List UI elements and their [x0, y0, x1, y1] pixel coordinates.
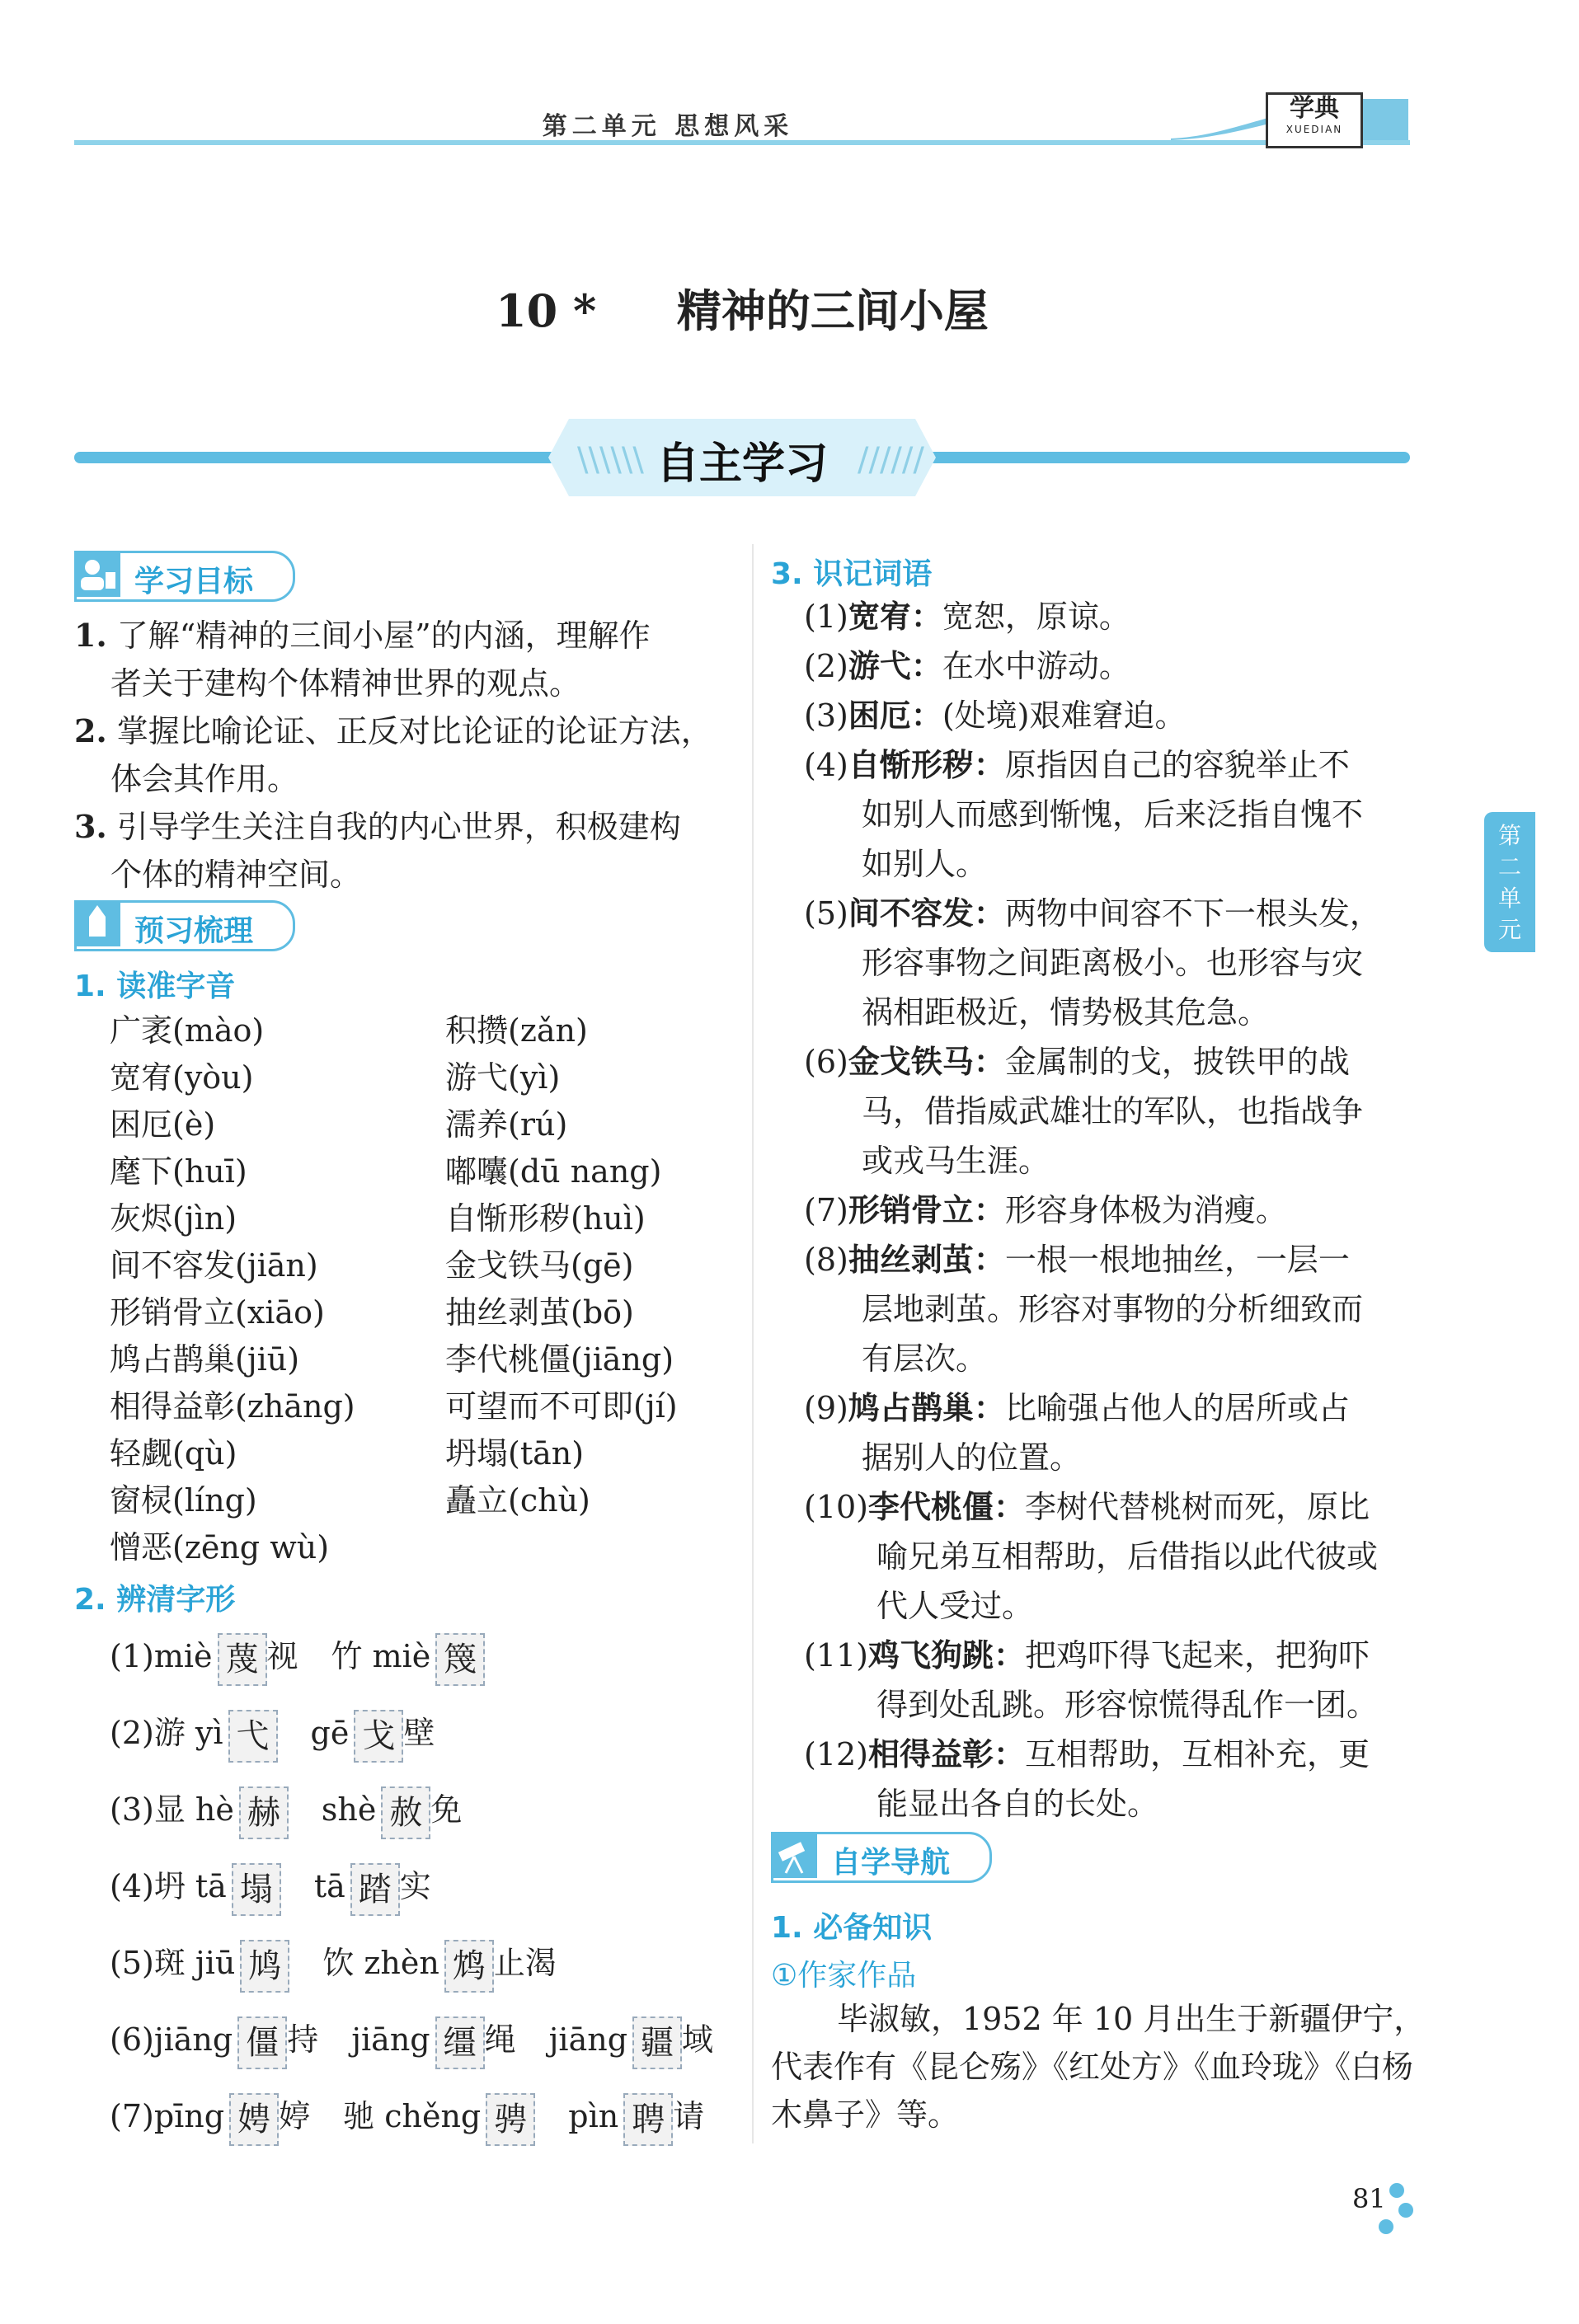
- zixing-suffix: 请: [673, 2098, 705, 2135]
- pinyin-list-left: [110, 1007, 355, 1571]
- zixing-pinyin: 饮 zhèn: [322, 1945, 439, 1982]
- vocab-item: [804, 1482, 1431, 1532]
- vocab-item: [804, 691, 1431, 740]
- guide-line: 毕淑敏，1952 年 10 月出生于新疆伊宁，: [837, 2001, 1426, 2037]
- unit-title: 第二单元 思想风采: [542, 112, 794, 141]
- vocab-term: 自惭形秽: [848, 746, 974, 783]
- vocab-number: (9): [804, 1390, 848, 1426]
- zixing-suffix: 视: [266, 1638, 298, 1675]
- banner-hatch-right: //////: [858, 441, 924, 479]
- vocab-definition: 宽恕，原谅。: [942, 599, 1130, 635]
- vocab-colon: ：: [973, 1043, 1005, 1080]
- pinyin-item: 窗棂(líng): [110, 1482, 257, 1519]
- vocab-definition-line: 层地剥茧。形容对事物的分析细致而: [862, 1291, 1364, 1327]
- pinyin-item: 积攒(zǎn): [445, 1012, 588, 1049]
- zixing-group: [549, 2014, 713, 2069]
- pinyin-list-right: [445, 1007, 678, 1524]
- vocab-term: 游弋: [848, 647, 911, 684]
- side-tab-char: 二: [1497, 853, 1521, 880]
- decor-dot: [1379, 2219, 1393, 2234]
- zixing-pinyin: 竹 miè: [331, 1638, 431, 1675]
- zixing-group: [110, 1784, 289, 1839]
- lesson-name: 精神的三间小屋: [676, 284, 989, 337]
- zixing-char-box: 鸩: [444, 1940, 494, 1993]
- section-preview: [74, 900, 295, 951]
- vocab-number: (12): [804, 1736, 869, 1772]
- vocab-definition: 形容身体极为消瘦。: [1004, 1192, 1287, 1228]
- vocab-colon: ：: [910, 647, 942, 684]
- vocab-definition-line: 马，借指威武雄壮的军队，也指战争: [862, 1093, 1364, 1129]
- zixing-pinyin: (4)坍 tā: [110, 1868, 227, 1905]
- vocab-definition-line: 如别人。: [862, 846, 988, 882]
- vocab-definition-line: 据别人的位置。: [862, 1439, 1082, 1476]
- pinyin-item: 可望而不可即(jí): [445, 1388, 678, 1425]
- zixing-row: [110, 1773, 753, 1850]
- pinyin-item: 憎恶(zēng wù): [110, 1529, 330, 1566]
- goal-line: 了解“精神的三间小屋”的内涵，理解作: [116, 617, 651, 654]
- vocab-definition-line: 代人受过。: [876, 1588, 1034, 1624]
- unit-side-tab: [1484, 812, 1535, 952]
- vocab-number: (5): [804, 895, 848, 932]
- pinyin-item: 形销骨立(xiāo): [110, 1294, 325, 1331]
- guide-subheading-authors: ①作家作品: [771, 1959, 917, 1993]
- vocab-item: [804, 1383, 1431, 1433]
- zixing-group: [314, 1861, 431, 1916]
- goal-line: 引导学生关注自我的内心世界，积极建构: [116, 809, 681, 845]
- pinyin-item: 矗立(chù): [445, 1482, 590, 1519]
- zixing-group: [110, 1861, 281, 1916]
- vocab-colon: ：: [994, 1735, 1026, 1772]
- zixing-row: [110, 1620, 753, 1697]
- lesson-title: [0, 276, 1484, 340]
- vocab-item: [804, 641, 1431, 691]
- brand-logo: [1266, 92, 1363, 148]
- guide-paragraph: [771, 1995, 1431, 2139]
- vocab-number: (7): [804, 1192, 848, 1228]
- section-goals: [74, 551, 295, 602]
- zixing-group: [331, 1631, 486, 1686]
- zixing-suffix: 壁: [403, 1715, 435, 1752]
- goal-number: 3.: [74, 808, 107, 845]
- goals-heading: 学习目标: [134, 565, 254, 599]
- goal-item: [74, 803, 734, 851]
- vocab-number: (3): [804, 697, 848, 734]
- vocab-term: 形销骨立: [848, 1191, 974, 1228]
- zixing-char-box: 僵: [237, 2016, 287, 2069]
- pinyin-item: 宽宥(yòu): [110, 1059, 254, 1096]
- pinyin-item: 濡养(rú): [445, 1106, 568, 1143]
- zixing-suffix: 止渴: [493, 1945, 557, 1982]
- header-color-tab: [1360, 99, 1408, 140]
- vocab-item: [804, 1037, 1431, 1087]
- pinyin-item: 金戈铁马(gē): [445, 1247, 634, 1284]
- vocab-definition: 在水中游动。: [942, 648, 1130, 684]
- decor-dot: [1398, 2203, 1413, 2218]
- zixing-char-box: 赫: [239, 1786, 289, 1839]
- zixing-pinyin: shè: [321, 1791, 377, 1829]
- vocab-term: 金戈铁马: [848, 1043, 974, 1080]
- zixing-row: [110, 2080, 753, 2157]
- vocab-definition: 原指因自己的容貌举止不: [1004, 747, 1350, 783]
- pinyin-item: 坍塌(tān): [445, 1435, 585, 1472]
- zixing-group: [110, 1707, 278, 1763]
- pinyin-item: 游弋(yì): [445, 1059, 561, 1096]
- vocab-colon: ：: [910, 697, 942, 734]
- zixing-subheading: 2. 辨清字形: [74, 1583, 236, 1617]
- vocab-definition: 把鸡吓得飞起来，把狗吓: [1025, 1637, 1370, 1674]
- zixing-pinyin: tā: [313, 1868, 345, 1905]
- pinyin-item: 相得益彰(zhāng): [110, 1388, 355, 1425]
- vocab-definition-line: 能显出各自的长处。: [876, 1786, 1159, 1822]
- vocab-number: (8): [804, 1242, 848, 1278]
- zixing-group: [322, 1784, 462, 1839]
- zixing-char-box: 蔑: [218, 1633, 267, 1686]
- vocab-definition: 两物中间容不下一根头发，: [1004, 895, 1381, 932]
- pinyin-item: 间不容发(jiān): [110, 1247, 318, 1284]
- vocab-definition-line: 或戎马生涯。: [862, 1143, 1050, 1179]
- vocab-term: 困厄: [848, 697, 911, 734]
- zixing-suffix: 免: [430, 1791, 463, 1829]
- zixing-pinyin: pìn: [568, 2098, 619, 2135]
- zixing-pinyin: gē: [310, 1715, 350, 1752]
- goals-list: [74, 612, 734, 899]
- zixing-char-box: 聘: [623, 2093, 673, 2146]
- vocab-item: [804, 1235, 1431, 1284]
- zixing-group: [311, 1707, 435, 1763]
- logo-chinese: 学典: [1290, 94, 1339, 123]
- pinyin-item: 广袤(mào): [110, 1012, 265, 1049]
- column-divider: [752, 544, 754, 2143]
- vocab-term: 李代桃僵: [868, 1488, 994, 1525]
- vocab-item: [804, 1185, 1431, 1235]
- zixing-pinyin: (2)游 yì: [110, 1715, 223, 1752]
- logo-english: XUEDIAN: [1285, 124, 1343, 135]
- zixing-pinyin: jiāng: [351, 2021, 430, 2059]
- vocab-definition: 金属制的戈，披铁甲的战: [1004, 1044, 1350, 1080]
- zixing-char-box: 缰: [435, 2016, 485, 2069]
- vocab-colon: ：: [973, 1389, 1005, 1426]
- pinyin-item: 李代桃僵(jiāng): [445, 1341, 674, 1378]
- zixing-char-box: 篾: [435, 1633, 485, 1686]
- goal-line: 个体的精神空间。: [110, 857, 362, 893]
- zixing-group: [351, 2014, 515, 2069]
- vocab-definition-line: 喻兄弟互相帮助，后借指以此代彼或: [876, 1538, 1379, 1575]
- guide-subheading: 1. 必备知识: [771, 1911, 933, 1945]
- pinyin-item: 鸠占鹊巢(jiū): [110, 1341, 300, 1378]
- vocab-colon: ：: [994, 1636, 1026, 1674]
- section-guide: [771, 1832, 992, 1883]
- zixing-pinyin: 驰 chěng: [343, 2098, 482, 2135]
- zixing-char-box: 骋: [486, 2093, 535, 2146]
- vocab-colon: ：: [994, 1488, 1026, 1525]
- lesson-number: 10 *: [496, 284, 597, 337]
- zixing-suffix: 持: [287, 2021, 319, 2059]
- zixing-char-box: 戈: [354, 1710, 403, 1763]
- zixing-group: [110, 2091, 310, 2146]
- vocab-colon: ：: [910, 598, 942, 635]
- goal-line: 者关于建构个体精神世界的观点。: [110, 665, 581, 702]
- decor-dot: [1389, 2183, 1404, 2198]
- zixing-suffix: 婷: [279, 2098, 311, 2135]
- zixing-char-box: 疆: [632, 2016, 682, 2069]
- pinyin-item: 轻觑(qù): [110, 1435, 237, 1472]
- zixing-list: [110, 1620, 753, 2157]
- vocab-definition: 比喻强占他人的居所或占: [1004, 1390, 1350, 1426]
- vocab-item: [804, 1730, 1431, 1779]
- zixing-char-box: 赦: [381, 1786, 430, 1839]
- goal-line: 体会其作用。: [110, 761, 299, 797]
- vocab-list: [804, 592, 1431, 1829]
- vocab-colon: ：: [973, 894, 1005, 932]
- student-icon: [74, 551, 120, 597]
- zixing-char-box: 娉: [229, 2093, 279, 2146]
- vocab-colon: ：: [973, 1241, 1005, 1278]
- pinyin-item: 抽丝剥茧(bō): [445, 1294, 634, 1331]
- guide-heading: 自学导航: [831, 1846, 951, 1880]
- goal-number: 1.: [74, 617, 107, 654]
- goal-line: 掌握比喻论证、正反对比论证的论证方法，: [116, 713, 712, 749]
- zixing-group: [110, 1937, 289, 1993]
- zixing-row: [110, 2003, 753, 2080]
- side-tab-char: 单: [1497, 885, 1521, 912]
- zixing-char-box: 塌: [232, 1863, 281, 1916]
- banner-title: 自主学习: [656, 439, 828, 489]
- zixing-pinyin: (5)斑 jiū: [110, 1945, 236, 1982]
- vocab-definition-line: 形容事物之间距离极小。也形容与灾: [862, 945, 1364, 981]
- vocab-term: 鸡飞狗跳: [868, 1636, 994, 1674]
- pinyin-item: 困厄(è): [110, 1106, 216, 1143]
- goal-item: [74, 612, 734, 660]
- zixing-suffix: 实: [399, 1868, 431, 1905]
- pencil-icon: [74, 900, 120, 946]
- zixing-suffix: 绳: [484, 2021, 516, 2059]
- vocab-definition: 一根一根地抽丝，一层一: [1004, 1242, 1350, 1278]
- zixing-pinyin: (7)pīng: [110, 2098, 225, 2135]
- zixing-char-box: 弋: [228, 1710, 278, 1763]
- vocab-definition-line: 有层次。: [862, 1340, 988, 1377]
- vocab-number: (4): [804, 747, 848, 783]
- zixing-group: [110, 1631, 298, 1686]
- preview-heading: 预习梳理: [134, 914, 254, 948]
- zixing-pinyin: (6)jiāng: [110, 2021, 233, 2059]
- pinyin-item: 灰烬(jìn): [110, 1200, 237, 1237]
- vocab-term: 间不容发: [848, 894, 974, 932]
- vocab-term: 鸠占鹊巢: [848, 1389, 974, 1426]
- zixing-pinyin: jiāng: [548, 2021, 628, 2059]
- zixing-group: [110, 2014, 318, 2069]
- goal-number: 2.: [74, 712, 107, 749]
- vocab-subheading: 3. 识记词语: [771, 557, 933, 591]
- zixing-char-box: 踏: [350, 1863, 400, 1916]
- vocab-number: (11): [804, 1637, 869, 1674]
- vocab-number: (1): [804, 599, 848, 635]
- goal-item: [74, 707, 734, 755]
- zixing-group: [322, 1937, 557, 1993]
- vocab-term: 宽宥: [848, 598, 911, 635]
- vocab-item: [804, 1631, 1431, 1680]
- zixing-group: [343, 2091, 535, 2146]
- zixing-group: [568, 2091, 704, 2146]
- vocab-item: [804, 592, 1431, 641]
- zixing-row: [110, 1927, 753, 2003]
- vocab-colon: ：: [973, 746, 1005, 783]
- zixing-pinyin: (1)miè: [110, 1638, 213, 1675]
- vocab-term: 抽丝剥茧: [848, 1241, 974, 1278]
- vocab-definition: 互相帮助，互相补充，更: [1025, 1736, 1370, 1772]
- guide-line: 代表作有《昆仑殇》《红处方》《血玲珑》《白杨: [771, 2049, 1414, 2085]
- vocab-item: [804, 740, 1431, 790]
- page-number: 81: [1352, 2183, 1386, 2214]
- vocab-definition: (处境)艰难窘迫。: [942, 697, 1187, 734]
- pinyin-subheading: 1. 读准字音: [74, 970, 236, 1003]
- side-tab-char: 第: [1497, 822, 1521, 849]
- pinyin-item: 嘟囔(dū nang): [445, 1153, 662, 1190]
- vocab-definition-line: 得到处乱跳。形容惊慌得乱作一团。: [876, 1687, 1379, 1723]
- zixing-pinyin: (3)显 hè: [110, 1791, 234, 1829]
- vocab-definition-line: 祸相距极近，情势极其危急。: [862, 994, 1270, 1031]
- zixing-suffix: 域: [682, 2021, 714, 2059]
- telescope-icon: [771, 1832, 817, 1878]
- zixing-row: [110, 1850, 753, 1927]
- zixing-row: [110, 1697, 753, 1773]
- vocab-definition: 李树代替桃树而死，原比: [1025, 1489, 1370, 1525]
- vocab-colon: ：: [973, 1191, 1005, 1228]
- banner-hatch-left: \\\\\\: [577, 441, 644, 479]
- vocab-number: (2): [804, 648, 848, 684]
- pinyin-item: 麾下(huī): [110, 1153, 247, 1190]
- vocab-item: [804, 889, 1431, 938]
- zixing-char-box: 鸠: [240, 1940, 289, 1993]
- vocab-number: (6): [804, 1044, 848, 1080]
- side-tab-char: 元: [1497, 916, 1521, 943]
- guide-line: 木鼻子》等。: [771, 2096, 960, 2133]
- pinyin-item: 自惭形秽(huì): [445, 1200, 646, 1237]
- vocab-term: 相得益彰: [868, 1735, 994, 1772]
- vocab-definition-line: 如别人而感到惭愧，后来泛指自愧不: [862, 796, 1364, 833]
- vocab-number: (10): [804, 1489, 869, 1525]
